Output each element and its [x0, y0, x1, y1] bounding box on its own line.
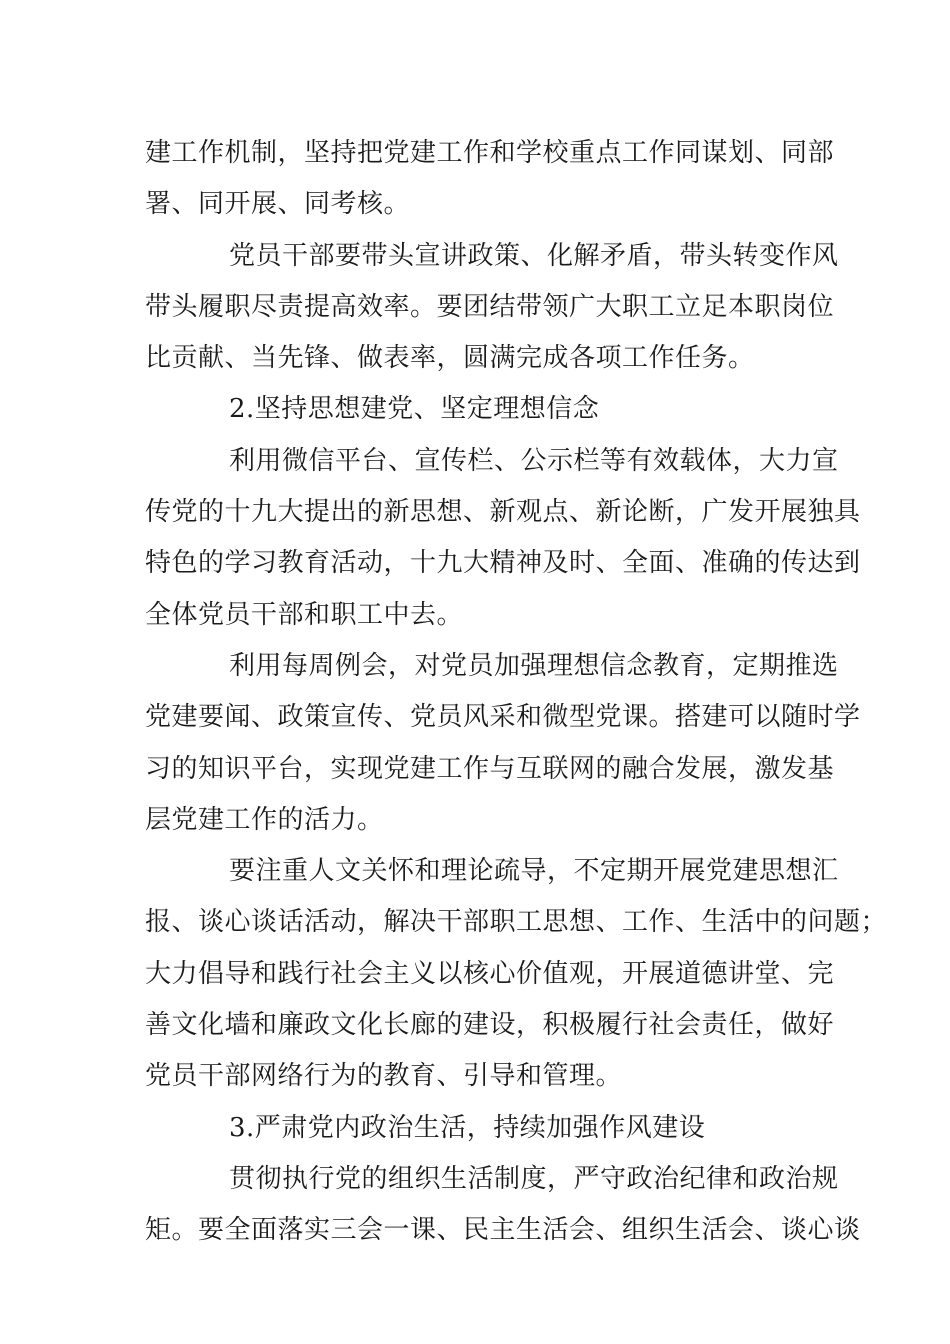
paragraph-line: 利用微信平台、宣传栏、公示栏等有效载体，大力宣 — [229, 445, 839, 476]
paragraph-line: 报、谈心谈话活动，解决干部职工思想、工作、生活中的问题； — [145, 907, 888, 938]
paragraph-line: 党员干部要带头宣讲政策、化解矛盾，带头转变作风 — [229, 240, 839, 271]
paragraph-line: 习的知识平台，实现党建工作与互联网的融合发展，激发基 — [145, 753, 835, 784]
paragraph-line: 比贡献、当先锋、做表率，圆满完成各项工作任务。 — [145, 343, 755, 374]
paragraph-line: 矩。要全面落实三会一课、民主生活会、组织生活会、谈心谈 — [145, 1215, 861, 1246]
paragraph-line: 署、同开展、同考核。 — [145, 189, 411, 220]
section-heading-line: 3.严肃党内政治生活，持续加强作风建设 — [229, 1112, 706, 1143]
paragraph-line: 善文化墙和廉政文化长廊的建设，积极履行社会责任，做好 — [145, 1010, 835, 1041]
paragraph-line: 带头履职尽责提高效率。要团结带领广大职工立足本职岗位 — [145, 291, 835, 322]
paragraph-line: 党员干部网络行为的教育、引导和管理。 — [145, 1061, 623, 1092]
section-heading-line: 2.坚持思想建党、坚定理想信念 — [229, 394, 600, 425]
paragraph-line: 层党建工作的活力。 — [145, 804, 384, 835]
paragraph-line: 传党的十九大提出的新思想、新观点、新论断，广发开展独具 — [145, 497, 861, 528]
paragraph-line: 要注重人文关怀和理论疏导，不定期开展党建思想汇 — [229, 856, 839, 887]
paragraph-line: 全体党员干部和职工中去。 — [145, 599, 464, 630]
paragraph-line: 贯彻执行党的组织生活制度，严守政治纪律和政治规 — [229, 1163, 839, 1194]
paragraph-line: 大力倡导和践行社会主义以核心价值观，开展道德讲堂、完 — [145, 958, 835, 989]
paragraph-line: 利用每周例会，对党员加强理想信念教育，定期推选 — [229, 650, 839, 681]
paragraph-line: 建工作机制，坚持把党建工作和学校重点工作同谋划、同部 — [145, 138, 835, 168]
paragraph-line: 特色的学习教育活动，十九大精神及时、全面、准确的传达到 — [145, 548, 861, 579]
paragraph-line: 党建要闻、政策宣传、党员风采和微型党课。搭建可以随时学 — [145, 702, 861, 733]
document-body — [145, 128, 888, 1257]
